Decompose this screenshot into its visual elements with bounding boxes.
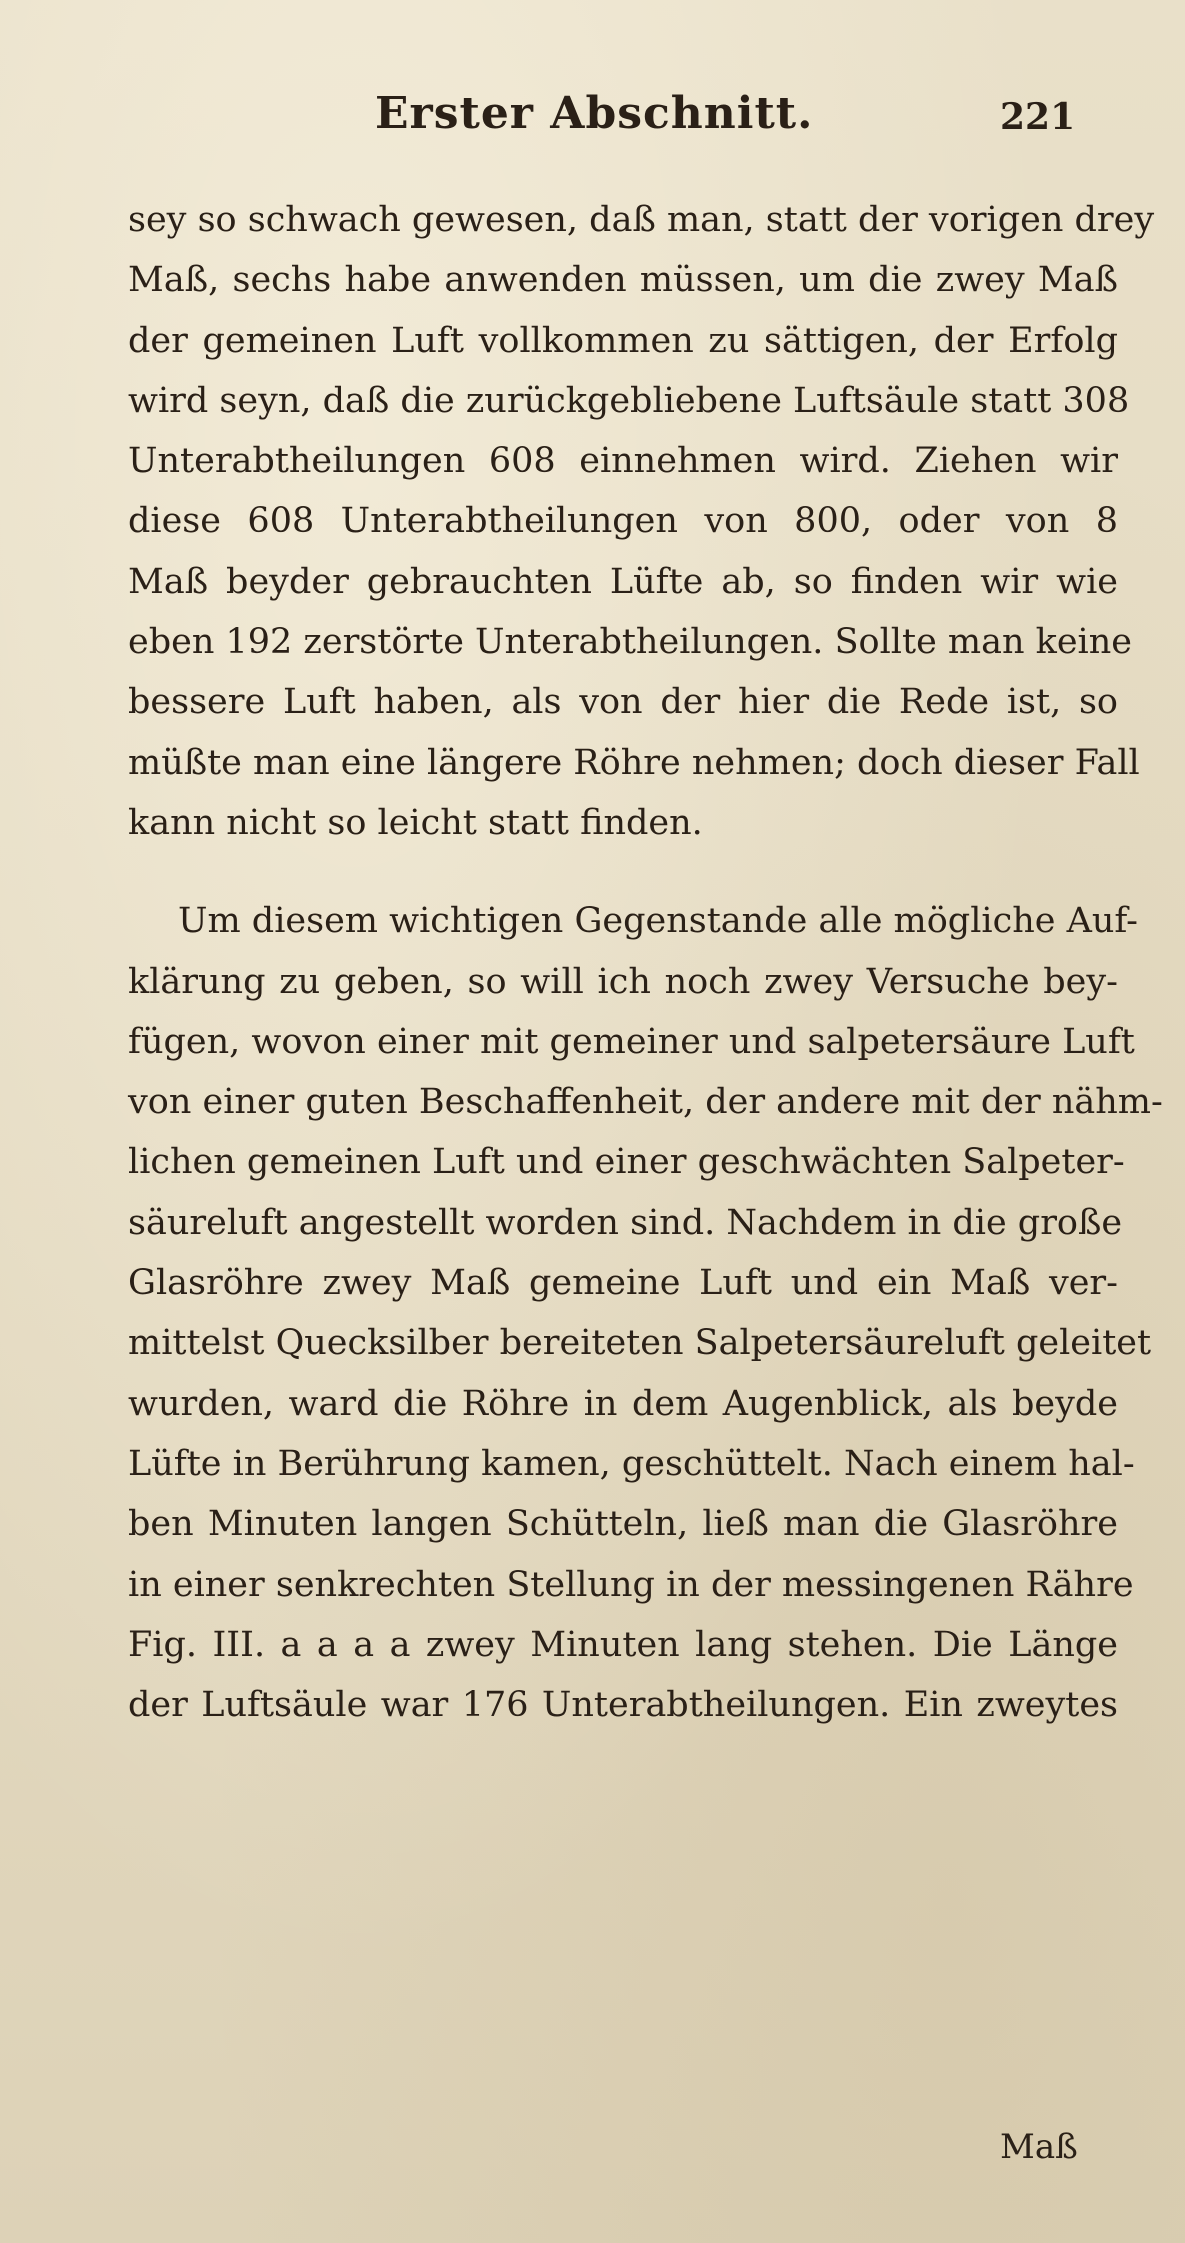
text-line: lichen gemeinen Luft und einer geschwächten Salpeter- [128, 1142, 1125, 1183]
text-line: wird seyn, daß die zurückgebliebene Luftsäule statt 308 [128, 380, 1130, 421]
text-line: mittelst Quecksilber bereiteten Salpetersäureluft geleitet [128, 1323, 1152, 1364]
text-line: Lüfte in Berührung kamen, geschüttelt. Nach einem hal- [128, 1443, 1135, 1484]
text-line: säureluft angestellt worden sind. Nachdem in die große [128, 1202, 1123, 1243]
text-line: diese 608 Unterabtheilungen von 800, oder von 8 [128, 501, 1118, 542]
text-line: der gemeinen Luft vollkommen zu sättigen, der Erfolg [128, 320, 1118, 361]
running-title: Erster Abschnitt. [375, 88, 814, 139]
text-line: bessere Luft haben, als von der hier die Rede ist, so [128, 682, 1118, 723]
body-text [128, 190, 1163, 1735]
paragraph-gap [128, 853, 1118, 891]
text-line: Maß, sechs habe anwenden müssen, um die zwey Maß [128, 260, 1118, 301]
page-header [0, 88, 1185, 158]
text-line: von einer guten Beschaffenheit, der andere mit der nähm- [128, 1082, 1163, 1123]
paragraph-2 [128, 891, 1163, 1735]
text-line: müßte man eine längere Röhre nehmen; doch dieser Fall [128, 742, 1140, 783]
text-line: Fig. III. a a a a zwey Minuten lang stehen. Die Länge [128, 1624, 1118, 1665]
text-line: fügen, wovon einer mit gemeiner und salpetersäure Luft [128, 1021, 1135, 1062]
text-line: Unterabtheilungen 608 einnehmen wird. Ziehen wir [128, 441, 1118, 482]
text-line: sey so schwach gewesen, daß man, statt der vorigen drey [128, 200, 1155, 240]
text-line: Glasröhre zwey Maß gemeine Luft und ein Maß ver- [128, 1263, 1118, 1304]
text-line: in einer senkrechten Stellung in der messingenen Rähre [128, 1564, 1134, 1605]
text-line: der Luftsäule war 176 Unterabtheilungen. Ein zweytes [128, 1685, 1118, 1726]
catchword: Maß [1000, 2127, 1078, 2167]
paragraph-1 [128, 190, 1155, 853]
text-line: klärung zu geben, so will ich noch zwey Versuche bey- [128, 961, 1118, 1002]
page-number: 221 [1000, 96, 1076, 138]
text-line: Um diesem wichtigen Gegenstande alle mögliche Auf- [178, 901, 1138, 942]
text-line: Maß beyder gebrauchten Lüfte ab, so finden wir wie [128, 561, 1118, 602]
text-line: wurden, ward die Röhre in dem Augenblick, als beyde [128, 1383, 1118, 1424]
text-line: ben Minuten langen Schütteln, ließ man die Glasröhre [128, 1504, 1118, 1545]
text-line: eben 192 zerstörte Unterabtheilungen. Sollte man keine [128, 622, 1132, 663]
text-line: kann nicht so leicht statt finden. [128, 802, 703, 843]
